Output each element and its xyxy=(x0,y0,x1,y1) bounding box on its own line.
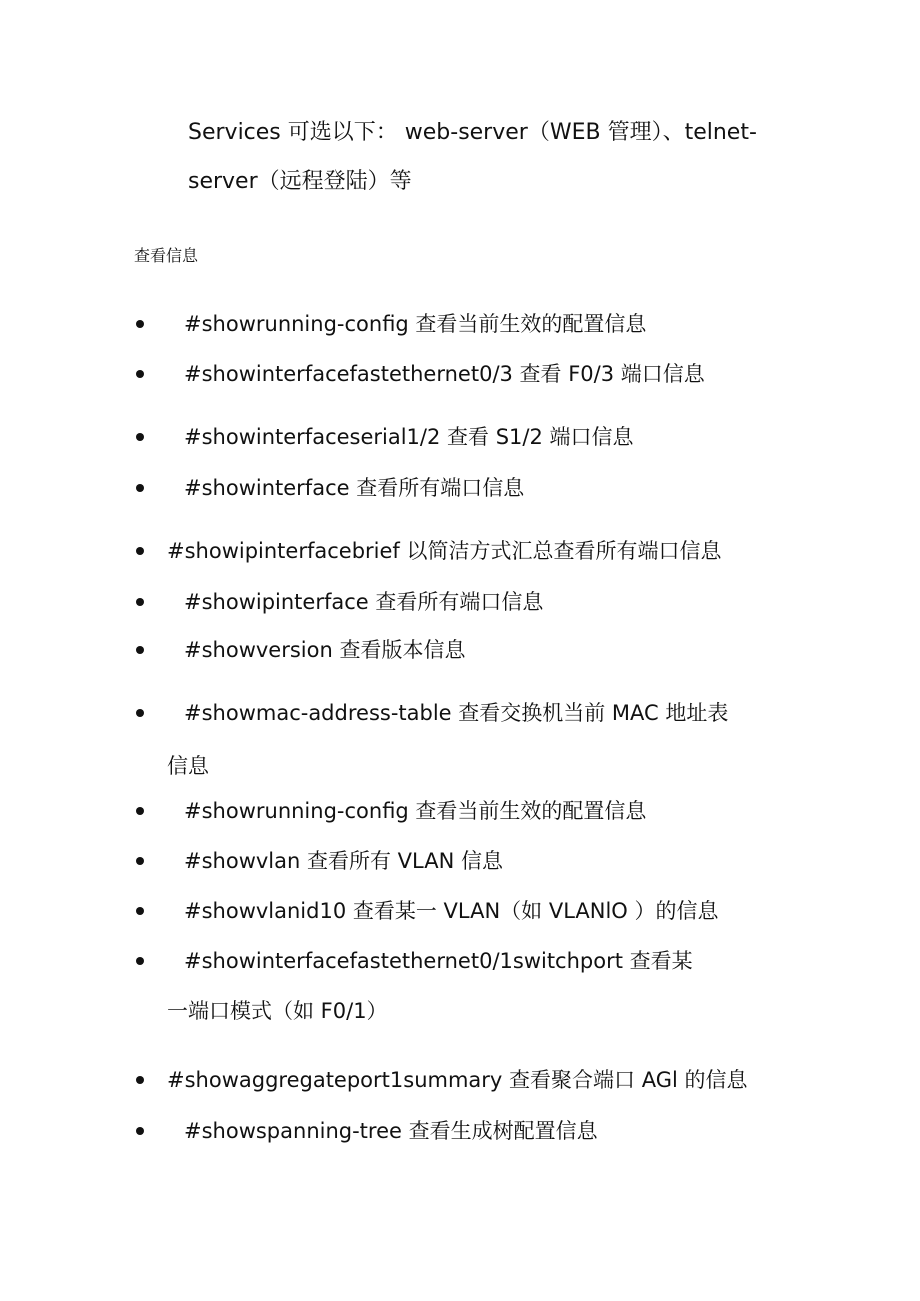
intro-line-2: server（远程登陆）等 xyxy=(188,169,412,194)
command-text: #showrunning-config 查看当前生效的配置信息 xyxy=(184,799,647,823)
bullet-icon xyxy=(136,320,144,328)
command-text: #showmac-address-table 查看交换机当前 MAC 地址表 xyxy=(184,701,729,725)
bullet-icon xyxy=(136,1127,144,1135)
command-text: #showinterfacefastethernet0/3 查看 F0/3 端口信息 xyxy=(184,362,705,386)
bullet-icon xyxy=(136,857,144,865)
list-item xyxy=(0,636,920,666)
list-item xyxy=(0,1066,920,1096)
command-text: #showspanning-tree 查看生成树配置信息 xyxy=(184,1119,598,1143)
command-continuation: 信息 xyxy=(167,754,209,778)
list-item xyxy=(0,1117,920,1147)
bullet-icon xyxy=(136,598,144,606)
list-item xyxy=(0,947,920,977)
list-item xyxy=(0,847,920,877)
bullet-icon xyxy=(136,646,144,654)
bullet-icon xyxy=(136,807,144,815)
bullet-icon xyxy=(136,957,144,965)
list-item xyxy=(0,360,920,390)
list-item xyxy=(0,423,920,453)
command-text: #showipinterface 查看所有端口信息 xyxy=(184,590,544,614)
list-item xyxy=(0,897,920,927)
command-text: #showvlan 查看所有 VLAN 信息 xyxy=(184,849,503,873)
command-text: #showipinterfacebrief 以简洁方式汇总查看所有端口信息 xyxy=(167,539,722,563)
command-text: #showvlanid10 查看某一 VLAN（如 VLANlO ）的信息 xyxy=(184,899,719,923)
list-item xyxy=(0,797,920,827)
list-item xyxy=(0,699,920,729)
bullet-icon xyxy=(136,433,144,441)
bullet-icon xyxy=(136,907,144,915)
bullet-icon xyxy=(136,370,144,378)
bullet-icon xyxy=(136,484,144,492)
command-text: #showrunning-config 查看当前生效的配置信息 xyxy=(184,312,647,336)
command-text: #showaggregateport1summary 查看聚合端口 AGl 的信息 xyxy=(167,1068,748,1092)
command-text: #showinterfaceserial1/2 查看 S1/2 端口信息 xyxy=(184,425,634,449)
intro-line-1: Services 可选以下： web-server（WEB 管理）、telnet- xyxy=(188,120,757,145)
list-item xyxy=(0,310,920,340)
bullet-icon xyxy=(136,1076,144,1084)
command-text: #showinterfacefastethernet0/1switchport 查看某 xyxy=(184,949,693,973)
command-text: #showinterface 查看所有端口信息 xyxy=(184,476,525,500)
list-item xyxy=(0,588,920,618)
bullet-icon xyxy=(136,547,144,555)
bullet-icon xyxy=(136,709,144,717)
command-text: #showversion 查看版本信息 xyxy=(184,638,466,662)
list-item xyxy=(0,537,920,567)
command-continuation: 一端口模式（如 F0/1） xyxy=(167,999,388,1023)
section-heading: 查看信息 xyxy=(134,246,199,265)
list-item xyxy=(0,474,920,504)
